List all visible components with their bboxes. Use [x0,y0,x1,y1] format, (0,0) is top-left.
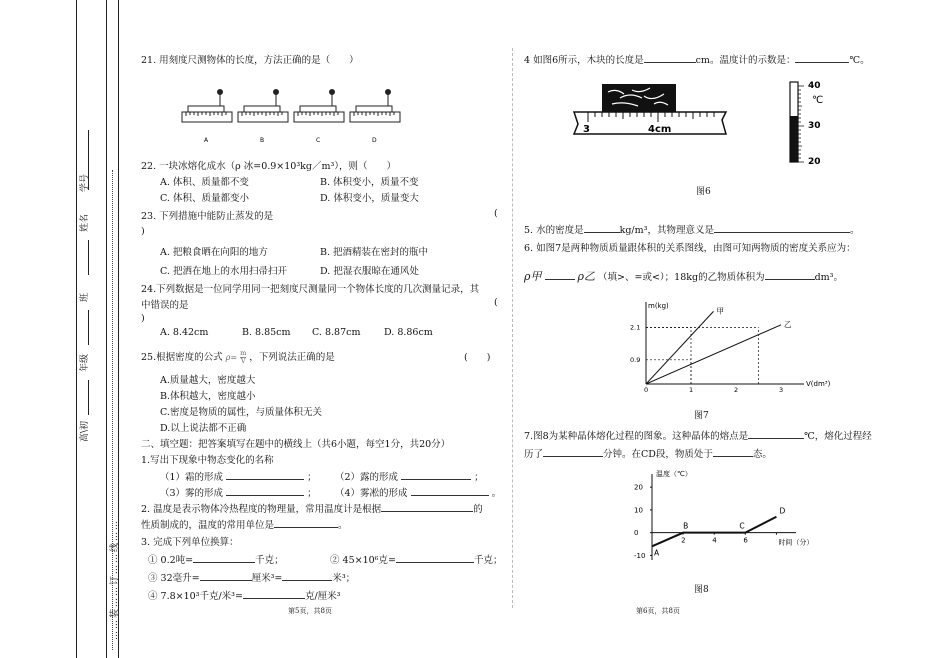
figure-6-thermometer [786,76,836,168]
thermo-label-unit: ℃ [812,95,824,106]
question-6: 6. 如图7是两种物质质量跟体积的关系图线，由图可知两物质的密度关系应为： [524,243,856,254]
figure-7-mass-volume-chart [620,300,846,392]
binding-blank-2 [88,310,89,345]
figure-7-caption: 图7 [694,411,709,421]
point-label: B [683,521,689,531]
q23-option-a: A. 把粮食晒在向阳的地方 [160,247,268,258]
figure-8-melting-chart [628,466,818,570]
point-label: C [739,521,745,531]
series-label-0: 甲 [716,306,724,316]
q23-paren-right: ) [141,226,145,237]
series-line-0 [646,311,714,384]
x-tick-label: 2 [681,536,686,545]
y-tick-label: 2.1 [630,323,641,332]
q23-option-b: B. 把酒精装在密封的瓶中 [320,247,429,258]
binding-label-id: 学号 [80,173,90,192]
rho-yi: ρ乙 [577,270,595,283]
thermo-label-30: 30 [808,121,821,131]
question-6-line2: ρ甲 ρ乙 （填>、=或<）；18kg的乙物质体积为 dm³。 [524,270,843,283]
q24-option-b: B. 8.85cm [242,327,291,338]
thermometer-liquid [790,116,798,162]
binding-label-grade-level: 高\初 [80,420,90,442]
question-21: 21. 用刻度尺测物体的长度，方法正确的是（ ） [141,55,359,66]
fill-1-item-4: （4）雾凇的形成 。 [335,488,502,499]
x-tick-label: 6 [743,536,748,545]
q25-post: ，下列说法正确的是 [249,352,335,363]
figure-6-caption: 图6 [696,187,711,197]
ruler-label-4cm: 4cm [648,124,672,135]
fill-1-item-1: （1）霜的形成 ； [160,472,317,483]
question-23: 23. 下列措施中能防止蒸发的是 [141,211,274,222]
right-page-footer: 第6页，共8页 [636,607,680,615]
left-page-footer: 第5页，共8页 [288,607,332,615]
q21-option-c: C [316,137,321,144]
y-tick-label: 0 [634,529,639,538]
q24-option-c: C. 8.87cm [312,327,361,338]
x-axis-label: 时间（分） [778,538,814,547]
fill-1-item-3: （3）雾的形成 ； [160,488,317,499]
q25-option-b: B.体积越大，密度越小 [160,391,256,402]
x-tick-label: 1 [689,386,694,392]
question-25 [141,349,335,365]
fill-3-b: ② 45×10⁶克= 千克； [330,555,503,566]
q22-option-d: D. 体积变小，质量变大 [320,193,419,204]
fill-3-a: ① 0.2吨= 千克； [148,555,284,566]
question-7-line2: 历了 分钟。在CD段，物质处于 态。 [524,449,772,460]
rho-jia: ρ甲 [524,270,542,283]
point-label: A [654,548,660,558]
thermo-label-20: 20 [808,157,821,167]
q22-option-c: C. 体积、质量都变小 [160,193,249,204]
section-2-heading: 二、填空题：把答案填写在题中的横线上（共6小题，每空1分，共20分） [141,439,451,450]
y-axis-label: m(kg) [648,302,669,310]
point-label: D [779,506,786,516]
q25-paren: ( ) [464,352,491,363]
question-7-line1: 7.图8为某种晶体熔化过程的图象。这种晶体的熔点是 ℃，熔化过程经 [524,431,872,442]
binding-blank-3 [88,240,89,275]
q25-pre: 25.根据密度的公式 [141,352,223,363]
figure-8-caption: 图8 [694,585,709,595]
x-tick-label: 3 [779,386,784,392]
fill-3-d: ④ 7.8×10³千克/米³= 克/厘米³ [148,591,341,602]
x-tick-label: 2 [734,386,739,392]
q25-option-a: A.质量越大，密度越大 [160,375,256,386]
y-tick-label: 10 [634,506,643,515]
y-tick-label: -10 [634,551,646,560]
q23-paren-left: ( [494,208,498,219]
series-line-1 [646,325,781,384]
q25-frac-top: m [240,349,247,357]
y-tick-label: 0.9 [630,355,641,364]
q21-option-b: B [260,137,265,144]
question-22: 22. 一块冰熔化成水（ρ 冰=0.9×10³kg／m³），则（ ） [141,161,397,172]
question-24-line2: 中错误的是 [141,300,189,311]
question-24-line1: 24.下列数据是一位同学用同一把刻度尺测量同一个物体长度的几次测量记录，其 [141,284,480,295]
binding-label-class: 班 [80,292,90,302]
figure-6-ruler [572,82,732,142]
column-divider [512,48,513,608]
q23-option-c: C. 把洒在地上的水用扫帚扫开 [160,266,287,277]
x-axis-label: V(dm³) [806,380,831,388]
wood-block [602,84,676,112]
binding-cut-text: ……装……订……线…… [110,518,120,640]
fill-2-line2: 性质制成的，温度的常用单位是 。 [141,520,348,531]
q24-paren-right: ) [141,313,145,324]
fill-3-c: ③ 32毫升= 厘米³= 米³； [148,573,356,584]
q25-formula: ρ= [225,353,238,362]
q21-ruler-figures [180,86,415,150]
binding-label-grade: 年级 [80,353,90,372]
q25-option-d: D.以上说法都不正确 [160,423,247,434]
fill-1: 1.写出下现象中物态变化的名称 [141,455,274,466]
fill-2-line1: 2. 温度是表示物体冷热程度的物理量，常用温度计是根据 的 [141,504,483,515]
question-4: 4 如图6所示，木块的长度是 cm。温度计的示数是： ℃。 [524,55,870,66]
q22-option-a: A. 体积、质量都不变 [160,177,249,188]
y-tick-label: 20 [634,483,643,492]
x-tick-label: 4 [712,536,717,545]
series-label-1: 乙 [784,319,792,329]
y-axis-label: 温度（℃） [656,470,692,478]
fill-1-item-2: （2）露的形成 ； [335,472,484,483]
binding-line-outer [76,0,77,658]
q21-option-d: D [372,137,377,144]
binding-blank-1 [88,380,89,415]
q25-frac-bot: V [240,357,246,365]
q24-option-d: D. 8.86cm [384,327,433,338]
q22-option-b: B. 体积变小，质量不变 [320,177,419,188]
q24-paren-left: ( [494,297,498,308]
question-5: 5. 水的密度是 kg/m³，其物理意义是 。 [524,225,860,236]
binding-label-name: 姓名 [80,213,90,232]
thermo-label-40: 40 [808,81,821,91]
q23-option-d: D. 把湿衣服晾在通风处 [320,266,419,277]
x-tick-label: 0 [644,386,649,392]
fill-3: 3. 完成下列单位换算： [141,537,239,548]
q21-option-a: A [204,137,209,144]
q24-option-a: A. 8.42cm [160,327,209,338]
ruler-label-3: 3 [583,124,590,135]
q25-option-c: C.密度是物质的属性，与质量体积无关 [160,407,322,418]
